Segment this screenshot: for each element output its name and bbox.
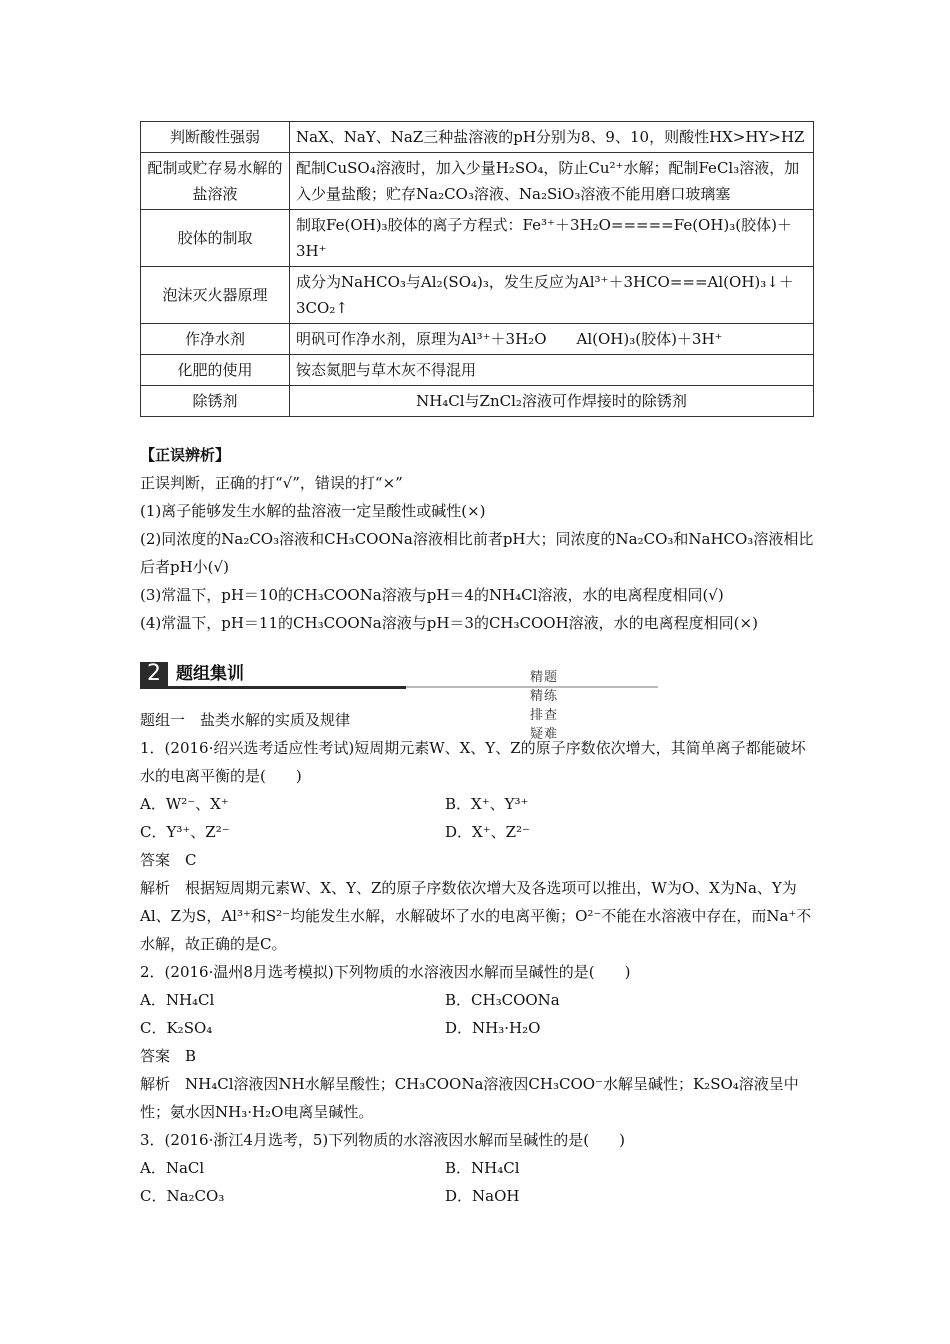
- judgment-item: (4)常温下，pH＝11的CH₃COONa溶液与pH＝3的CH₃COOH溶液，水的电离程度相同(×): [140, 614, 758, 632]
- table-row: [141, 122, 814, 153]
- question-stem: 3．(2016·浙江4月选考，5)下列物质的水溶液因水解而呈碱性的是( ): [140, 1131, 625, 1149]
- table-row: [141, 386, 814, 417]
- row-label: 配制或贮存易水解的盐溶液: [141, 153, 290, 210]
- section-number: 2: [140, 662, 168, 686]
- option: B．CH₃COONa: [445, 991, 560, 1009]
- option: B．NH₄Cl: [445, 1159, 520, 1177]
- row-label: 胶体的制取: [141, 210, 290, 267]
- analysis: 解析 根据短周期元素W、X、Y、Z的原子序数依次增大及各选项可以推出，W为O、X为Na、Y为Al、Z为S，Al³⁺和S²⁻均能发生水解，水解破坏了水的电离平衡；O²⁻不能在水溶液中存在，而Na⁺不水解，故正确的是C。: [140, 879, 812, 953]
- row-text: NH₄Cl与ZnCl₂溶液可作焊接时的除锈剂: [290, 386, 814, 417]
- judgment-section: [140, 441, 820, 637]
- table-row: [141, 324, 814, 355]
- options-row: [140, 1154, 820, 1182]
- row-text: 配制CuSO₄溶液时，加入少量H₂SO₄，防止Cu²⁺水解；配制FeCl₃溶液，加入少量盐酸；贮存Na₂CO₃溶液、Na₂SiO₃溶液不能用磨口玻璃塞: [290, 153, 814, 210]
- options-row: [140, 1014, 820, 1042]
- options-row: [140, 790, 820, 818]
- row-label: 泡沫灭火器原理: [141, 267, 290, 324]
- option: C．K₂SO₄: [140, 1019, 213, 1037]
- question-stem: 1．(2016·绍兴选考适应性考试)短周期元素W、X、Y、Z的原子序数依次增大，其简单离子都能破坏水的电离平衡的是( ): [140, 739, 806, 785]
- judgment-intro: 正误判断，正确的打“√”，错误的打“×”: [140, 474, 403, 492]
- table-row: [141, 355, 814, 386]
- option: C．Na₂CO₃: [140, 1187, 225, 1205]
- row-label: 除锈剂: [141, 386, 290, 417]
- option: D．X⁺、Z²⁻: [445, 823, 530, 841]
- group-title: 题组一 盐类水解的实质及规律: [140, 711, 351, 729]
- option: A．NaCl: [140, 1159, 205, 1177]
- question-stem: 2．(2016·温州8月选考模拟)下列物质的水溶液因水解而呈碱性的是( ): [140, 963, 631, 981]
- row-text: 铵态氮肥与草木灰不得混用: [290, 355, 814, 386]
- table-row: [141, 210, 814, 267]
- application-table: [140, 121, 814, 417]
- option: A．NH₄Cl: [140, 991, 215, 1009]
- row-text: 明矾可作净水剂，原理为Al³⁺＋3H₂O Al(OH)₃(胶体)＋3H⁺: [290, 324, 814, 355]
- row-text: NaX、NaY、NaZ三种盐溶液的pH分别为8、9、10，则酸性HX>HY>HZ: [290, 122, 814, 153]
- analysis: 解析 NH₄Cl溶液因NH水解呈酸性；CH₃COONa溶液因CH₃COO⁻水解呈碱性；K₂SO₄溶液呈中性；氨水因NH₃·H₂O电离呈碱性。: [140, 1075, 799, 1121]
- row-label: 化肥的使用: [141, 355, 290, 386]
- row-text: 制取Fe(OH)₃胶体的离子方程式：Fe³⁺＋3H₂O=====Fe(OH)₃(胶体)＋3H⁺: [290, 210, 814, 267]
- options-row: [140, 1182, 820, 1210]
- options-row: [140, 818, 820, 846]
- judgment-item: (2)同浓度的Na₂CO₃溶液和CH₃COONa溶液相比前者pH大；同浓度的Na₂CO₃和NaHCO₃溶液相比后者pH小(√): [140, 530, 814, 576]
- option: C．Y³⁺、Z²⁻: [140, 823, 230, 841]
- option: D．NH₃·H₂O: [445, 1019, 541, 1037]
- option: B．X⁺、Y³⁺: [445, 795, 529, 813]
- option: D．NaOH: [445, 1187, 520, 1205]
- answer: 答案 B: [140, 1047, 197, 1065]
- section-tag: 【正误辨析】: [140, 446, 231, 464]
- section-subtitle: 精题精练 排查疑难: [530, 670, 573, 742]
- answer: 答案 C: [140, 851, 197, 869]
- options-row: [140, 986, 820, 1014]
- judgment-item: (3)常温下，pH＝10的CH₃COONa溶液与pH＝4的NH₄Cl溶液，水的电离程度相同(√): [140, 586, 724, 604]
- table-row: [141, 153, 814, 210]
- banner-underline: [140, 686, 406, 689]
- judgment-item: (1)离子能够发生水解的盐溶液一定呈酸性或碱性(×): [140, 502, 486, 520]
- row-text: 成分为NaHCO₃与Al₂(SO₄)₃，发生反应为Al³⁺＋3HCO===Al(OH)₃↓＋3CO₂↑: [290, 267, 814, 324]
- question-section: [140, 706, 820, 1210]
- option: A．W²⁻、X⁺: [140, 795, 229, 813]
- section-title: 题组集训: [176, 664, 244, 684]
- row-label: 判断酸性强弱: [141, 122, 290, 153]
- row-label: 作净水剂: [141, 324, 290, 355]
- table-row: [141, 267, 814, 324]
